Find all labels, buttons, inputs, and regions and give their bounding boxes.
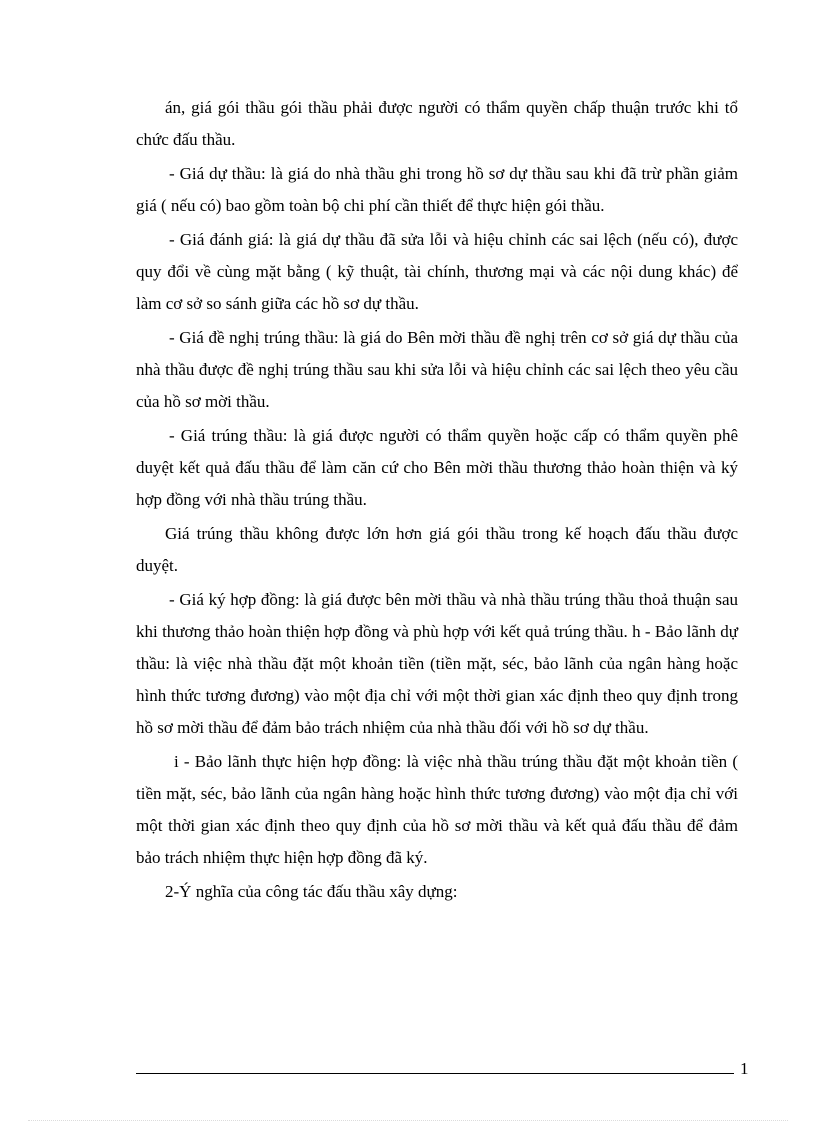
page-body: [136, 92, 738, 908]
paragraph-bid-price: - Giá dự thầu: là giá do nhà thầu ghi trong hồ sơ dự thầu sau khi đã trừ phần giảm giá ( nếu có) bao gồm toàn bộ chi phí cần thiết để thực hiện gói thầu.: [136, 164, 738, 215]
paragraph-performance-guarantee: i - Bảo lãnh thực hiện hợp đồng: là việc nhà thầu trúng thầu đặt một khoản tiền ( tiền mặt, séc, bảo lãnh của ngân hàng hoặc hình thức tương đương) vào một địa chỉ với một thời gian xác định theo quy định của hồ sơ mời thầu và kết quả đấu thầu để đảm bảo trách nhiệm thực hiện hợp đồng đã ký.: [136, 752, 738, 867]
paragraph-contract-price-and-bid-guarantee: - Giá ký hợp đồng: là giá được bên mời thầu và nhà thầu trúng thầu thoả thuận sau khi thương thảo hoàn thiện hợp đồng và phù hợp với kết quả trúng thầu. h - Bảo lãnh dự thầu: là việc nhà thầu đặt một khoản tiền (tiền mặt, séc, bảo lãnh của ngân hàng hoặc hình thức tương đương) vào một địa chỉ với một thời gian xác định theo quy định trong hồ sơ mời thầu để đảm bảo trách nhiệm của nhà thầu đối với hồ sơ dự thầu.: [136, 590, 738, 737]
section-heading-bidding-significance: 2-Ý nghĩa của công tác đấu thầu xây dựng:: [165, 882, 458, 901]
page-bottom-border: [28, 1120, 788, 1121]
paragraph-package-price-continuation: án, giá gói thầu gói thầu phải được người có thẩm quyền chấp thuận trước khi tổ chức đấu thầu.: [136, 98, 738, 149]
footer-rule: [136, 1073, 734, 1074]
page-number: 1: [740, 1059, 749, 1078]
paragraph-evaluated-price: - Giá đánh giá: là giá dự thầu đã sửa lỗi và hiệu chỉnh các sai lệch (nếu có), được quy đổi về cùng mặt bằng ( kỹ thuật, tài chính, thương mại và các nội dung khác) để làm cơ sở so sánh giữa các hồ sơ dự thầu.: [136, 230, 738, 313]
paragraph-winning-price: - Giá trúng thầu: là giá được người có thẩm quyền hoặc cấp có thẩm quyền phê duyệt kết quả đấu thầu để làm căn cứ cho Bên mời thầu thương thảo hoàn thiện và ký hợp đồng với nhà thầu trúng thầu.: [136, 426, 738, 509]
paragraph-winning-price-limit: Giá trúng thầu không được lớn hơn giá gói thầu trong kế hoạch đấu thầu được duyệt.: [136, 524, 738, 575]
paragraph-proposed-winning-price: - Giá đề nghị trúng thầu: là giá do Bên mời thầu đề nghị trên cơ sở giá dự thầu của nhà thầu được đề nghị trúng thầu sau khi sửa lỗi và hiệu chỉnh các sai lệch theo yêu cầu của hồ sơ mời thầu.: [136, 328, 738, 411]
